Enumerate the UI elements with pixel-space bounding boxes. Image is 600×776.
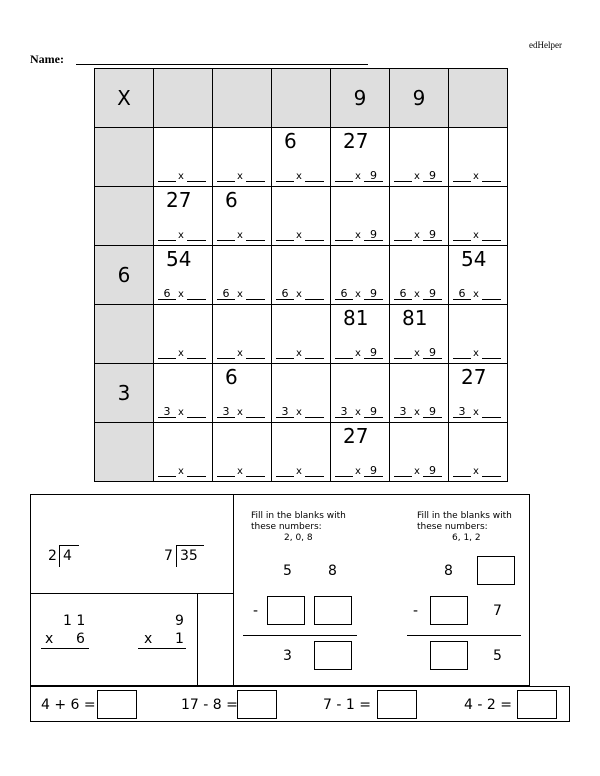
factor-blank-left[interactable]: 6 <box>158 288 176 300</box>
division-bracket <box>59 545 60 567</box>
factor-blanks <box>394 229 444 241</box>
factor-blank-right[interactable] <box>305 299 324 300</box>
digit: 8 <box>328 563 337 579</box>
grid-cell[interactable] <box>390 128 449 187</box>
row-header <box>95 305 154 364</box>
times-sign: x <box>473 348 479 359</box>
times-sign: x <box>473 466 479 477</box>
digit: 8 <box>444 563 453 579</box>
cell-product: 6 <box>225 188 238 212</box>
practice-section <box>30 494 530 686</box>
grid-cell[interactable] <box>154 305 213 364</box>
factor-blanks <box>158 465 208 477</box>
divider <box>197 593 198 687</box>
factor-blank-right[interactable] <box>246 358 265 359</box>
factor-blank-right[interactable] <box>482 181 501 182</box>
factor-blank-right[interactable]: 9 <box>364 288 383 300</box>
factor-blank-left[interactable] <box>276 181 294 182</box>
equation-text: 7 - 1 = <box>323 697 371 713</box>
name-line[interactable] <box>76 64 368 65</box>
grid-cell[interactable] <box>449 246 508 305</box>
times-sign: x <box>237 171 243 182</box>
factor-blanks <box>217 465 267 477</box>
answer-line <box>243 635 357 636</box>
grid-cell[interactable] <box>272 246 331 305</box>
grid-cell[interactable] <box>154 364 213 423</box>
factor-blanks <box>276 347 326 359</box>
factor-blank-left[interactable] <box>158 240 176 241</box>
factor-blank-right[interactable]: 9 <box>423 170 442 182</box>
factor-blank-left[interactable] <box>335 181 353 182</box>
factor-blank-right[interactable]: 9 <box>423 229 442 241</box>
answer-box[interactable] <box>477 556 515 585</box>
grid-cell[interactable] <box>154 423 213 482</box>
factor-blank-left[interactable] <box>276 240 294 241</box>
grid-cell[interactable] <box>331 187 390 246</box>
grid-cell[interactable] <box>154 246 213 305</box>
factor-blanks <box>276 170 326 182</box>
factor-blanks <box>394 465 444 477</box>
answer-box[interactable] <box>237 690 277 719</box>
grid-header-row <box>95 69 508 128</box>
factor-blank-right[interactable] <box>305 181 324 182</box>
divider <box>233 495 234 687</box>
grid-cell[interactable] <box>331 305 390 364</box>
grid-cell[interactable] <box>390 187 449 246</box>
multiplicand: 9 <box>175 613 184 629</box>
factor-blanks <box>394 347 444 359</box>
factor-blanks <box>453 229 503 241</box>
times-sign: x <box>414 230 420 241</box>
answer-line <box>41 648 89 649</box>
factor-blank-left[interactable]: 3 <box>335 406 353 418</box>
times-sign: x <box>144 631 153 647</box>
factor-blanks <box>453 406 503 418</box>
times-sign: x <box>237 289 243 300</box>
row-header <box>95 128 154 187</box>
factor-blank-left[interactable] <box>217 240 235 241</box>
factor-blank-right[interactable] <box>305 240 324 241</box>
times-sign: x <box>355 289 361 300</box>
grid-row <box>95 423 508 482</box>
factor-blank-right[interactable]: 9 <box>423 288 442 300</box>
factor-blank-right[interactable] <box>246 476 265 477</box>
grid-cell[interactable] <box>213 246 272 305</box>
times-sign: x <box>473 230 479 241</box>
answer-box[interactable] <box>430 641 468 670</box>
grid-cell[interactable] <box>449 305 508 364</box>
answer-box[interactable] <box>517 690 557 719</box>
row-header <box>95 423 154 482</box>
multiplier: 1 <box>175 631 184 647</box>
times-sign: x <box>178 289 184 300</box>
factor-blanks <box>335 347 385 359</box>
factor-blank-left[interactable] <box>394 240 412 241</box>
col-header <box>449 69 508 128</box>
row-header: 3 <box>95 364 154 423</box>
col-header: 9 <box>331 69 390 128</box>
multiplicand: 1 1 <box>63 613 86 629</box>
times-sign: x <box>414 289 420 300</box>
answer-box[interactable] <box>97 690 137 719</box>
times-sign: x <box>178 407 184 418</box>
factor-blank-left[interactable] <box>217 181 235 182</box>
factor-blank-right[interactable] <box>246 181 265 182</box>
col-header <box>154 69 213 128</box>
factor-blank-right[interactable]: 9 <box>364 229 383 241</box>
factor-blank-left[interactable] <box>453 240 471 241</box>
factor-blanks <box>335 406 385 418</box>
factor-blanks <box>158 170 208 182</box>
instruction-text: Fill in the blanks with <box>417 511 512 521</box>
factor-blank-left[interactable] <box>158 358 176 359</box>
factor-blanks <box>217 347 267 359</box>
division-bracket <box>176 545 204 546</box>
minus-sign: - <box>253 603 259 619</box>
factor-blanks <box>335 465 385 477</box>
cell-product: 6 <box>284 129 297 153</box>
grid-row <box>95 128 508 187</box>
dividend: 35 <box>180 548 198 564</box>
factor-blanks <box>158 347 208 359</box>
factor-blank-right[interactable]: 9 <box>364 347 383 359</box>
grid-cell[interactable] <box>390 246 449 305</box>
grid-cell[interactable] <box>449 187 508 246</box>
grid-cell[interactable] <box>154 187 213 246</box>
factor-blank-left[interactable] <box>394 358 412 359</box>
factor-blank-right[interactable] <box>482 476 501 477</box>
times-sign: x <box>237 230 243 241</box>
cell-product: 81 <box>402 306 428 330</box>
factor-blank-right[interactable] <box>187 358 206 359</box>
grid-cell[interactable] <box>331 246 390 305</box>
factor-blank-right[interactable]: 9 <box>364 170 383 182</box>
grid-cell[interactable] <box>331 128 390 187</box>
col-header <box>213 69 272 128</box>
answer-box[interactable] <box>430 596 468 625</box>
factor-blank-left[interactable] <box>276 358 294 359</box>
col-header <box>272 69 331 128</box>
times-sign: x <box>237 466 243 477</box>
grid-corner: X <box>95 69 154 128</box>
grid-cell[interactable] <box>331 423 390 482</box>
factor-blanks <box>394 170 444 182</box>
answer-line <box>138 648 186 649</box>
factor-blank-left[interactable] <box>394 181 412 182</box>
factor-blanks <box>276 406 326 418</box>
answer-box[interactable] <box>377 690 417 719</box>
factor-blank-right[interactable] <box>246 240 265 241</box>
grid-cell[interactable] <box>449 128 508 187</box>
factor-blank-right[interactable]: 9 <box>364 465 383 477</box>
factor-blank-left[interactable] <box>158 476 176 477</box>
factor-blank-left[interactable] <box>335 240 353 241</box>
factor-blank-left[interactable] <box>276 476 294 477</box>
times-sign: x <box>45 631 54 647</box>
factor-blank-left[interactable] <box>335 476 353 477</box>
times-sign: x <box>237 348 243 359</box>
row-header <box>95 187 154 246</box>
digit: 3 <box>283 648 292 664</box>
factor-blank-left[interactable]: 3 <box>453 406 471 418</box>
factor-blanks <box>158 406 208 418</box>
grid-row <box>95 187 508 246</box>
factor-blank-left[interactable]: 3 <box>394 406 412 418</box>
factor-blanks <box>217 406 267 418</box>
grid-cell[interactable] <box>213 364 272 423</box>
grid-cell[interactable] <box>449 364 508 423</box>
factor-blanks <box>335 170 385 182</box>
factor-blank-right[interactable] <box>187 181 206 182</box>
times-sign: x <box>473 289 479 300</box>
grid-row <box>95 364 508 423</box>
equation-text: 17 - 8 = <box>181 697 238 713</box>
equation-row <box>30 686 570 722</box>
cell-product: 27 <box>461 365 487 389</box>
cell-product: 27 <box>343 424 369 448</box>
factor-blanks <box>276 288 326 300</box>
grid-cell[interactable] <box>213 187 272 246</box>
factor-blanks <box>394 406 444 418</box>
grid-cell[interactable] <box>449 423 508 482</box>
col-header: 9 <box>390 69 449 128</box>
times-sign: x <box>178 230 184 241</box>
dividend: 4 <box>63 548 72 564</box>
grid-cell[interactable] <box>272 128 331 187</box>
times-sign: x <box>296 230 302 241</box>
factor-blank-left[interactable] <box>217 358 235 359</box>
times-sign: x <box>296 466 302 477</box>
digit: 5 <box>493 648 502 664</box>
factor-blanks <box>335 229 385 241</box>
factor-blanks <box>217 170 267 182</box>
factor-blank-right[interactable] <box>187 240 206 241</box>
factor-blank-right[interactable] <box>246 417 265 418</box>
factor-blank-left[interactable]: 6 <box>217 288 235 300</box>
factor-blank-right[interactable] <box>482 299 501 300</box>
times-sign: x <box>414 466 420 477</box>
factor-blank-left[interactable]: 6 <box>453 288 471 300</box>
factor-blank-right[interactable]: 9 <box>364 406 383 418</box>
factor-blank-left[interactable]: 6 <box>276 288 294 300</box>
grid-cell[interactable] <box>272 305 331 364</box>
multiplication-grid <box>94 68 508 482</box>
brand-label: edHelper <box>529 40 562 50</box>
grid-cell[interactable] <box>331 364 390 423</box>
times-sign: x <box>296 407 302 418</box>
times-sign: x <box>178 171 184 182</box>
times-sign: x <box>473 171 479 182</box>
cell-product: 54 <box>166 247 192 271</box>
instruction-text: Fill in the blanks with <box>251 511 346 521</box>
factor-blanks <box>453 347 503 359</box>
factor-blanks <box>453 170 503 182</box>
digit: 5 <box>283 563 292 579</box>
factor-blank-left[interactable]: 3 <box>217 406 235 418</box>
times-sign: x <box>355 466 361 477</box>
answer-line <box>407 635 521 636</box>
divisor: 7 <box>164 548 173 564</box>
grid-cell[interactable] <box>213 128 272 187</box>
factor-blank-left[interactable]: 3 <box>158 406 176 418</box>
factor-blank-left[interactable] <box>158 181 176 182</box>
cell-product: 27 <box>166 188 192 212</box>
answer-box[interactable] <box>267 596 305 625</box>
factor-blank-right[interactable]: 9 <box>423 347 442 359</box>
times-sign: x <box>178 348 184 359</box>
number-list: 6, 1, 2 <box>452 533 481 543</box>
factor-blanks <box>217 229 267 241</box>
equation-text: 4 - 2 = <box>464 697 512 713</box>
factor-blank-left[interactable] <box>394 476 412 477</box>
grid-cell[interactable] <box>390 423 449 482</box>
grid-cell[interactable] <box>213 423 272 482</box>
times-sign: x <box>355 407 361 418</box>
times-sign: x <box>237 407 243 418</box>
times-sign: x <box>296 348 302 359</box>
grid-cell[interactable] <box>390 364 449 423</box>
times-sign: x <box>473 407 479 418</box>
grid-cell[interactable] <box>213 305 272 364</box>
division-bracket <box>176 545 177 567</box>
cell-product: 54 <box>461 247 487 271</box>
times-sign: x <box>296 289 302 300</box>
grid-cell[interactable] <box>272 187 331 246</box>
times-sign: x <box>355 171 361 182</box>
factor-blanks <box>217 288 267 300</box>
factor-blank-right[interactable] <box>305 476 324 477</box>
factor-blank-left[interactable] <box>453 476 471 477</box>
instruction-text: these numbers: <box>251 522 322 532</box>
factor-blanks <box>276 229 326 241</box>
answer-box[interactable] <box>314 641 352 670</box>
cell-product: 27 <box>343 129 369 153</box>
times-sign: x <box>296 171 302 182</box>
instruction-text: these numbers: <box>417 522 488 532</box>
factor-blank-right[interactable]: 9 <box>423 465 442 477</box>
times-sign: x <box>414 171 420 182</box>
times-sign: x <box>414 348 420 359</box>
factor-blank-left[interactable]: 3 <box>276 406 294 418</box>
number-list: 2, 0, 8 <box>284 533 313 543</box>
grid-cell[interactable] <box>154 128 213 187</box>
factor-blank-left[interactable] <box>217 476 235 477</box>
factor-blanks <box>276 465 326 477</box>
cell-product: 6 <box>225 365 238 389</box>
grid-cell[interactable] <box>272 364 331 423</box>
times-sign: x <box>178 466 184 477</box>
divider <box>31 593 233 594</box>
times-sign: x <box>355 230 361 241</box>
factor-blank-right[interactable] <box>187 417 206 418</box>
factor-blank-right[interactable] <box>482 417 501 418</box>
factor-blank-right[interactable]: 9 <box>423 406 442 418</box>
grid-cell[interactable] <box>272 423 331 482</box>
factor-blank-right[interactable] <box>305 417 324 418</box>
factor-blank-left[interactable] <box>453 181 471 182</box>
grid-cell[interactable] <box>390 305 449 364</box>
division-bracket <box>59 545 79 546</box>
grid-row <box>95 305 508 364</box>
factor-blanks <box>453 465 503 477</box>
grid-row <box>95 246 508 305</box>
factor-blank-left[interactable] <box>453 358 471 359</box>
minus-sign: - <box>413 603 419 619</box>
name-label: Name: <box>30 52 64 66</box>
factor-blanks <box>453 288 503 300</box>
factor-blanks <box>335 288 385 300</box>
divisor: 2 <box>48 548 57 564</box>
cell-product: 81 <box>343 306 369 330</box>
factor-blank-right[interactable] <box>482 240 501 241</box>
factor-blank-left[interactable]: 6 <box>335 288 353 300</box>
factor-blanks <box>158 229 208 241</box>
factor-blanks <box>158 288 208 300</box>
row-header: 6 <box>95 246 154 305</box>
digit: 7 <box>493 603 502 619</box>
factor-blank-right[interactable] <box>305 358 324 359</box>
equation-text: 4 + 6 = <box>41 697 96 713</box>
times-sign: x <box>355 348 361 359</box>
factor-blank-right[interactable] <box>187 299 206 300</box>
multiplier: 6 <box>76 631 85 647</box>
factor-blank-right[interactable] <box>482 358 501 359</box>
answer-box[interactable] <box>314 596 352 625</box>
factor-blank-left[interactable]: 6 <box>394 288 412 300</box>
factor-blank-right[interactable] <box>246 299 265 300</box>
factor-blank-left[interactable] <box>335 358 353 359</box>
factor-blanks <box>394 288 444 300</box>
times-sign: x <box>414 407 420 418</box>
factor-blank-right[interactable] <box>187 476 206 477</box>
